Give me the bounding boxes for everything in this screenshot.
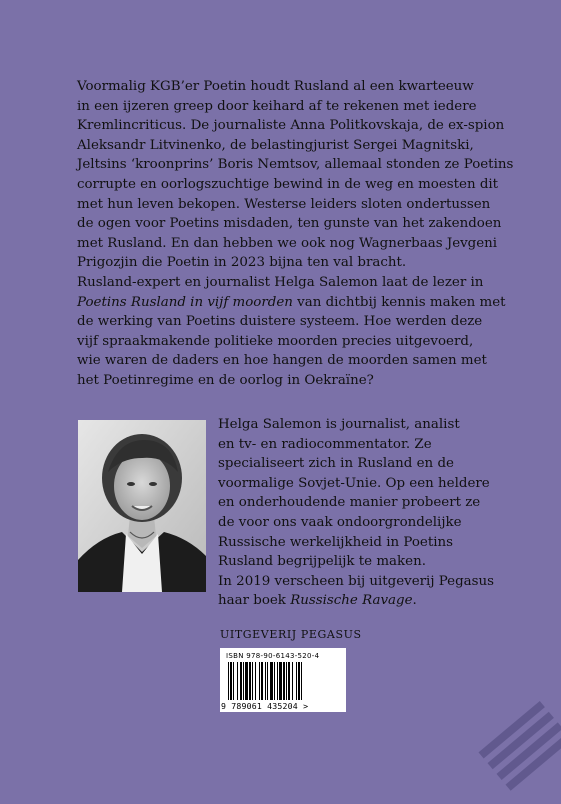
barcode-number: 9 789061 435204 >	[221, 701, 309, 711]
blurb-line: met Rusland. En dan hebben we ook nog Wagnerbaas Jevgeni	[77, 235, 498, 251]
blurb-line: corrupte en oorlogszuchtige bewind in de weg en moesten dit	[77, 176, 499, 192]
bio-line: Rusland begrijpelijk te maken.	[218, 554, 426, 570]
author-bio	[218, 415, 518, 611]
bio-line-last	[218, 591, 518, 611]
author-photo	[78, 420, 206, 592]
bio-prefix: haar boek	[218, 593, 291, 609]
previous-book-title: Russische Ravage	[290, 593, 413, 609]
bio-line: Russische werkelijkheid in Poetins	[218, 534, 454, 550]
bio-line: de voor ons vaak ondoorgrondelijke	[218, 514, 462, 530]
isbn-text: ISBN 978-90-6143-520-4	[226, 652, 320, 660]
watermark-logo	[472, 682, 561, 800]
blurb-line: Prigozjin die Poetin in 2023 bijna ten val bracht.	[77, 255, 407, 271]
barcode-box	[220, 648, 346, 712]
blurb-line: met hun leven bekopen. Westerse leiders sloten ondertussen	[77, 196, 491, 212]
blurb-line: Rusland-expert en journalist Helga Salemon laat de lezer in	[77, 274, 484, 290]
blurb-line: het Poetinregime en de oorlog in Oekraïne?	[77, 372, 374, 388]
blurb-line: vijf spraakmakende politieke moorden precies uitgevoerd,	[77, 333, 474, 349]
publisher-name: UITGEVERIJ PEGASUS	[220, 628, 362, 641]
bio-line: en tv- en radiocommentator. Ze	[218, 436, 432, 452]
bio-line: en onderhoudende manier probeert ze	[218, 495, 481, 511]
blurb-line-book-title	[77, 293, 517, 313]
blurb-line: Jeltsins ‘kroonprins’ Boris Nemtsov, allemaal stonden ze Poetins	[77, 157, 514, 173]
book-title: Poetins Rusland in vijf moorden	[77, 294, 293, 310]
blurb-line: Voormalig KGB’er Poetin houdt Rusland al een kwarteeuw	[77, 79, 474, 94]
bio-suffix: .	[412, 593, 417, 609]
bio-line: specialiseert zich in Rusland en de	[218, 456, 454, 472]
blurb-line: wie waren de daders en hoe hangen de moorden samen met	[77, 353, 487, 369]
bio-line: Helga Salemon is journalist, analist	[218, 417, 460, 432]
blurb-line: de werking van Poetins duistere systeem. Hoe werden deze	[77, 314, 483, 330]
blurb-line: Aleksandr Litvinenko, de belastingjurist Sergei Magnitski,	[77, 137, 474, 153]
bio-line: In 2019 verscheen bij uitgeverij Pegasus	[218, 573, 495, 589]
bio-line: voormalige Sovjet-Unie. Op een heldere	[218, 475, 490, 491]
blurb-line-rest: van dichtbij kennis maken met	[292, 294, 506, 310]
blurb-line: in een ijzeren greep door keihard af te rekenen met iedere	[77, 98, 477, 114]
barcode-icon	[226, 662, 340, 700]
blurb-line: Kremlincriticus. De journaliste Anna Politkovskaja, de ex-spion	[77, 118, 505, 134]
blurb-line: de ogen voor Poetins misdaden, ten gunste van het zakendoen	[77, 216, 502, 232]
blurb-text	[77, 77, 517, 391]
